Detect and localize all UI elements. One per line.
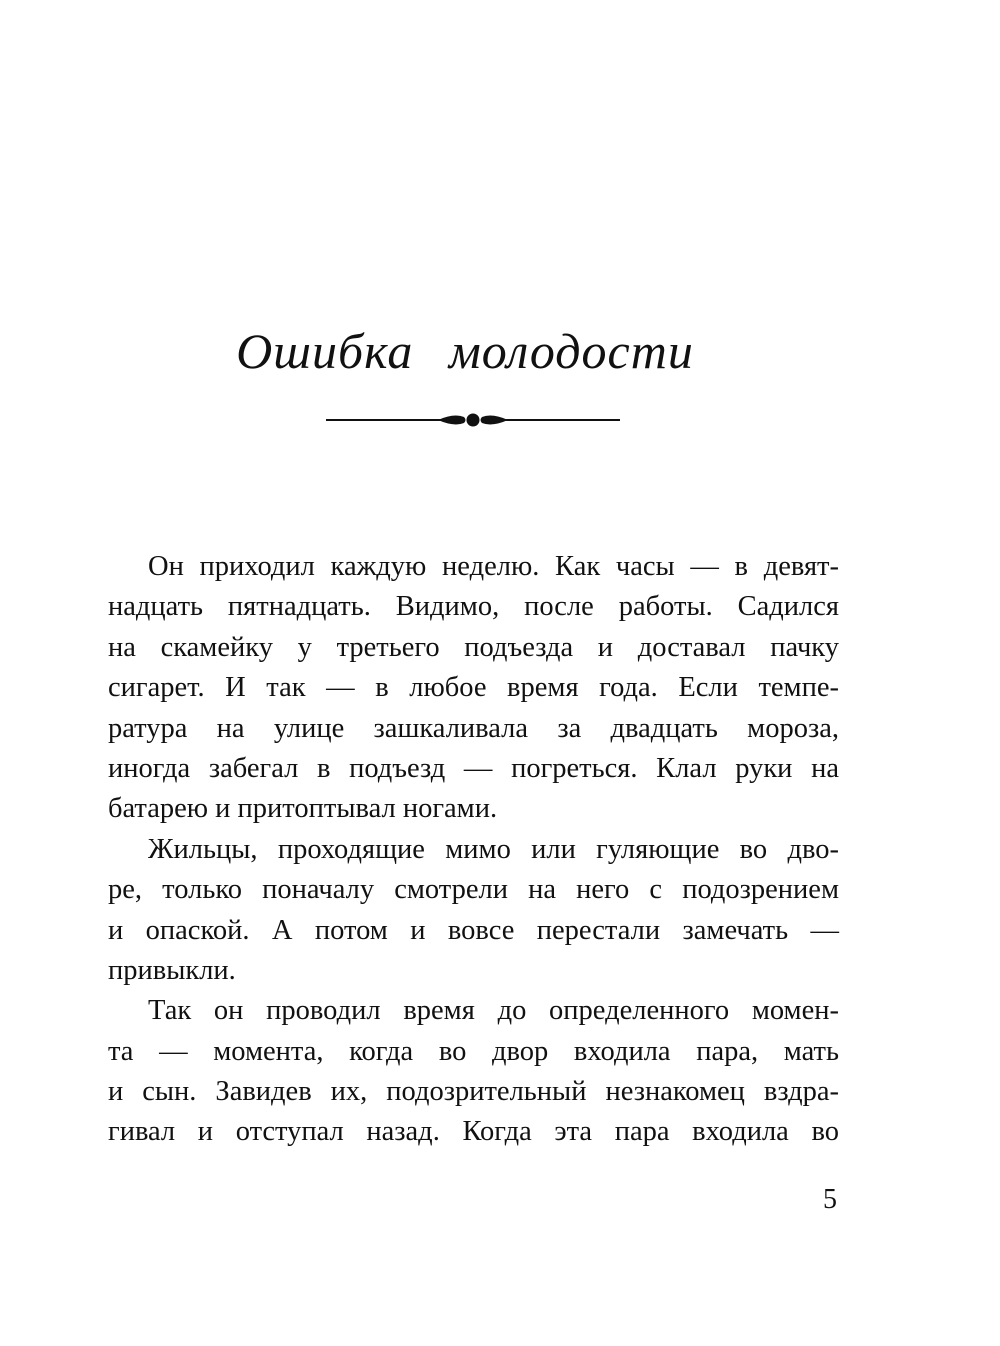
text-line: Жильцы, проходящие мимо или гуляющие во дво- (148, 833, 839, 865)
page-number: 5 (823, 1184, 837, 1215)
text-line: Он приходил каждую неделю. Как часы — в девят- (148, 551, 839, 582)
text-line: гивал и отступал назад. Когда эта пара входила во (108, 1116, 839, 1148)
text-line: ратура на улице зашкаливала за двадцать мороза, (108, 712, 839, 744)
text-line: ре, только поначалу смотрели на него с подозрением (108, 874, 839, 906)
text-line: батарею и притоптывал ногами. (108, 793, 498, 825)
text-line: Так он проводил время до определенного момен- (148, 995, 839, 1027)
text-line: надцать пятнадцать. Видимо, после работы. Садился (108, 591, 839, 623)
text-line: привыкли. (108, 954, 236, 986)
body-text (108, 547, 839, 1153)
chapter-title: Ошибка молодости (236, 323, 694, 379)
text-line: иногда забегал в подъезд — погреться. Клал руки на (108, 752, 839, 784)
paragraph (108, 830, 839, 992)
paragraph (108, 991, 839, 1153)
paragraph (108, 547, 839, 830)
text-line: та — момента, когда во двор входила пара, мать (108, 1035, 839, 1067)
fleuron-divider-icon (326, 410, 620, 430)
text-line: сигарет. И так — в любое время года. Если темпе- (108, 672, 839, 704)
text-line: и сын. Завидев их, подозрительный незнакомец вздра- (108, 1076, 839, 1108)
text-line: на скамейку у третьего подъезда и доставал пачку (108, 631, 839, 663)
text-line: и опаской. А потом и вовсе перестали замечать — (108, 914, 839, 946)
